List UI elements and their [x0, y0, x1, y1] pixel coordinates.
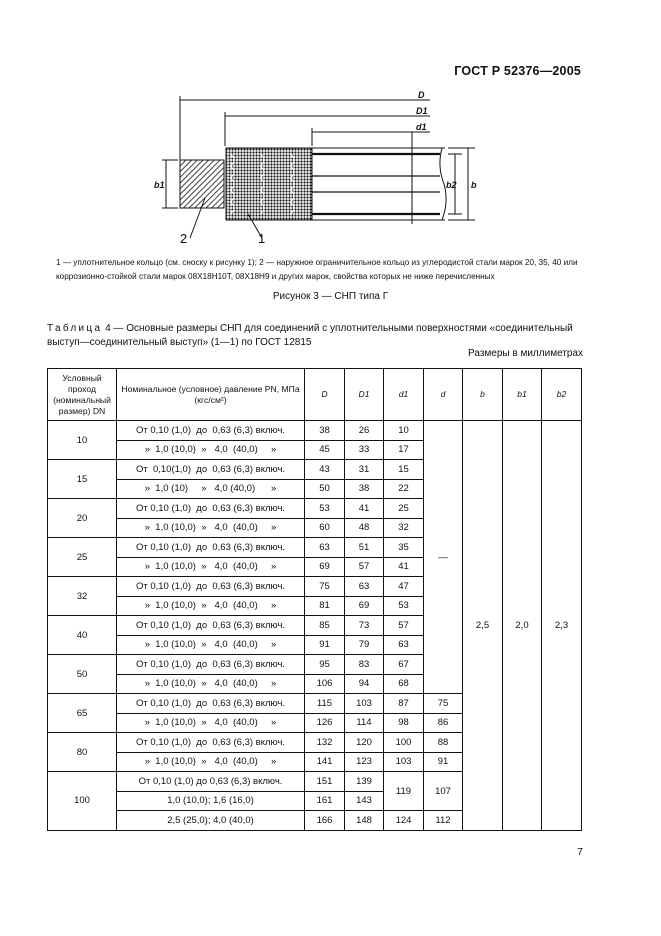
cell-dn: 10 [48, 421, 117, 460]
cell-b: 2,5 [463, 421, 503, 831]
standard-number: ГОСТ Р 52376—2005 [454, 64, 581, 78]
cell-d1: 57 [384, 616, 424, 636]
cell-d1: 100 [384, 733, 424, 753]
cell-d1: 63 [384, 635, 424, 655]
cell-D: 85 [305, 616, 345, 636]
cell-D1: 48 [345, 518, 384, 538]
cell-D: 132 [305, 733, 345, 753]
cell-pressure: » 1,0 (10,0) » 4,0 (40,0) » [117, 557, 305, 577]
cell-pressure: » 1,0 (10,0) » 4,0 (40,0) » [117, 674, 305, 694]
cell-D: 106 [305, 674, 345, 694]
cell-D1: 120 [345, 733, 384, 753]
figure-3-drawing [150, 88, 480, 248]
cell-d1: 53 [384, 596, 424, 616]
cell-d1: 32 [384, 518, 424, 538]
cell-D: 50 [305, 479, 345, 499]
cell-D1: 69 [345, 596, 384, 616]
cell-D: 45 [305, 440, 345, 460]
cell-d1: 124 [384, 811, 424, 831]
cell-D1: 26 [345, 421, 384, 441]
cell-D1: 103 [345, 694, 384, 714]
cell-dn: 32 [48, 577, 117, 616]
cell-d-dash: — [424, 421, 463, 694]
cell-pressure: От 0,10 (1,0) до 0,63 (6,3) включ. [117, 655, 305, 675]
header-dn: Условный проход (номинальный размер) DN [48, 369, 117, 421]
cell-D: 81 [305, 596, 345, 616]
cell-d: 88 [424, 733, 463, 753]
cell-D1: 38 [345, 479, 384, 499]
cell-D1: 94 [345, 674, 384, 694]
cell-dn: 20 [48, 499, 117, 538]
cell-dn: 50 [48, 655, 117, 694]
cell-d1: 25 [384, 499, 424, 519]
cell-pressure: От 0,10 (1,0) до 0,63 (6,3) включ. [117, 694, 305, 714]
cell-d1: 98 [384, 713, 424, 733]
dim-label-b1: b1 [154, 180, 165, 190]
cell-D1: 114 [345, 713, 384, 733]
dim-label-D1: D1 [416, 106, 428, 116]
cell-D1: 143 [345, 791, 384, 811]
cell-D1: 33 [345, 440, 384, 460]
cell-pressure: От 0,10 (1,0) до 0,63 (6,3) включ. [117, 538, 305, 558]
figure-legend: 1 — уплотнительное кольцо (см. сноску к рисунку 1); 2 — наружное ограничительное кольцо из углеродистой стали марок 20, 35, 40 или коррозионно-стойкой стали марок 08Х18Н10Т, 08Х18Н9 и других марок, свойства которых не ниже перечисленных [56, 258, 578, 281]
cell-pressure: 1,0 (10,0); 1,6 (16,0) [117, 791, 305, 811]
cell-d1: 47 [384, 577, 424, 597]
cell-d1: 119 [384, 772, 424, 811]
cell-D1: 63 [345, 577, 384, 597]
cell-d: 75 [424, 694, 463, 714]
cell-pressure: 2,5 (25,0); 4,0 (40,0) [117, 811, 305, 831]
cell-D1: 83 [345, 655, 384, 675]
cell-D: 75 [305, 577, 345, 597]
cell-D: 53 [305, 499, 345, 519]
cell-D1: 51 [345, 538, 384, 558]
cell-D: 141 [305, 752, 345, 772]
cell-pressure: » 1,0 (10,0) » 4,0 (40,0) » [117, 440, 305, 460]
cell-D1: 31 [345, 460, 384, 480]
cell-D: 43 [305, 460, 345, 480]
cell-b1: 2,0 [503, 421, 542, 831]
cell-D: 63 [305, 538, 345, 558]
header-b2: b2 [542, 369, 582, 421]
cell-D: 166 [305, 811, 345, 831]
cell-D: 91 [305, 635, 345, 655]
cell-d1: 22 [384, 479, 424, 499]
cell-pressure: » 1,0 (10,0) » 4,0 (40,0) » [117, 596, 305, 616]
cell-d1: 67 [384, 655, 424, 675]
cell-D: 60 [305, 518, 345, 538]
cell-pressure: От 0,10 (1,0) до 0,63 (6,3) включ. [117, 421, 305, 441]
dim-label-b: b [471, 180, 477, 190]
dimensions-table [47, 368, 582, 831]
cell-d1: 41 [384, 557, 424, 577]
dim-label-d1: d1 [416, 122, 427, 132]
cell-d1: 35 [384, 538, 424, 558]
cell-dn: 25 [48, 538, 117, 577]
cell-pressure: От 0,10 (1,0) до 0,63 (6,3) включ. [117, 733, 305, 753]
header-b: b [463, 369, 503, 421]
cell-d: 107 [424, 772, 463, 811]
cell-pressure: » 1,0 (10) » 4,0 (40,0) » [117, 479, 305, 499]
header-b1: b1 [503, 369, 542, 421]
table-row [48, 421, 582, 441]
cell-d1: 103 [384, 752, 424, 772]
cell-D1: 57 [345, 557, 384, 577]
cell-d1: 68 [384, 674, 424, 694]
cell-dn: 65 [48, 694, 117, 733]
callout-2: 2 [180, 231, 188, 246]
header-d1: d1 [384, 369, 424, 421]
units-note: Размеры в миллиметрах [468, 348, 583, 359]
cell-d: 112 [424, 811, 463, 831]
header-D1: D1 [345, 369, 384, 421]
cell-D1: 139 [345, 772, 384, 792]
cell-d1: 17 [384, 440, 424, 460]
table-caption-text: 4 — Основные размеры СНП для соединений с уплотнительными поверхностями «соединительный выступ—соединительный выступ» (1—1) по ГОСТ 12815 [47, 323, 573, 348]
cell-pressure: От 0,10(1,0) до 0,63 (6,3) включ. [117, 460, 305, 480]
cell-dn: 40 [48, 616, 117, 655]
cell-D: 95 [305, 655, 345, 675]
cell-d1: 15 [384, 460, 424, 480]
header-pn: Номинальное (условное) давление PN, МПа (кгс/см²) [117, 369, 305, 421]
cell-dn: 80 [48, 733, 117, 772]
cell-D: 161 [305, 791, 345, 811]
cell-D1: 123 [345, 752, 384, 772]
cell-D1: 73 [345, 616, 384, 636]
cell-pressure: От 0,10 (1,0) до 0,63 (6,3) включ. [117, 499, 305, 519]
cell-d: 86 [424, 713, 463, 733]
callout-1: 1 [258, 231, 266, 246]
figure-title: Рисунок 3 — СНП типа Г [272, 291, 389, 302]
table-body [48, 421, 582, 831]
cell-D: 151 [305, 772, 345, 792]
cell-D1: 41 [345, 499, 384, 519]
dim-label-D: D [418, 90, 425, 100]
cell-D: 69 [305, 557, 345, 577]
cell-b2: 2,3 [542, 421, 582, 831]
header-D: D [305, 369, 345, 421]
cell-D: 115 [305, 694, 345, 714]
cell-d: 91 [424, 752, 463, 772]
cell-pressure: » 1,0 (10,0) » 4,0 (40,0) » [117, 713, 305, 733]
dim-label-b2: b2 [446, 180, 457, 190]
header-d: d [424, 369, 463, 421]
table-caption [47, 322, 584, 350]
cell-D: 126 [305, 713, 345, 733]
table-caption-lead: Таблица [47, 323, 103, 334]
cell-pressure: » 1,0 (10,0) » 4,0 (40,0) » [117, 635, 305, 655]
cell-dn: 100 [48, 772, 117, 831]
cell-D: 38 [305, 421, 345, 441]
page-number: 7 [577, 846, 583, 858]
cell-D1: 79 [345, 635, 384, 655]
cell-pressure: » 1,0 (10,0) » 4,0 (40,0) » [117, 518, 305, 538]
cell-pressure: От 0,10 (1,0) до 0,63 (6,3) включ. [117, 772, 305, 792]
cell-pressure: » 1,0 (10,0) » 4,0 (40,0) » [117, 752, 305, 772]
cell-pressure: От 0,10 (1,0) до 0,63 (6,3) включ. [117, 616, 305, 636]
cell-pressure: От 0,10 (1,0) до 0,63 (6,3) включ. [117, 577, 305, 597]
cell-d1: 10 [384, 421, 424, 441]
cell-d1: 87 [384, 694, 424, 714]
cell-dn: 15 [48, 460, 117, 499]
cell-D1: 148 [345, 811, 384, 831]
